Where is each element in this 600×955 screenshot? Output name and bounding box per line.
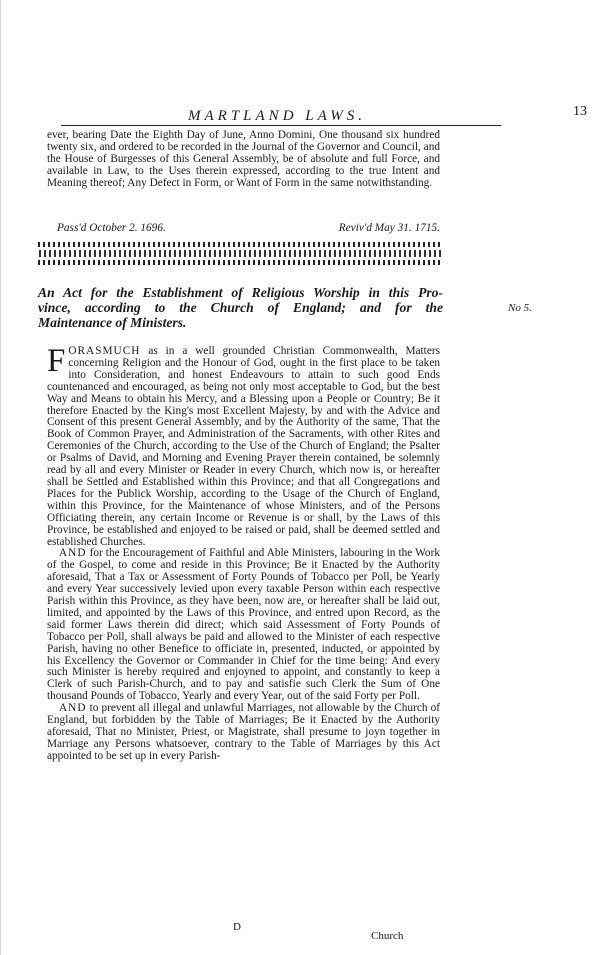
catchword: Church: [371, 930, 404, 942]
paragraph-3-text: to prevent all illegal and unlawful Marriages, not allowable by the Church of England, but forbidden by the Table of Marriages; Be it Enacted by the Authority aforesaid, That no Minister, Priest, or Magistrate, shall presume to joyn together in Marriage any Persons whatsoever, contrary to the Table of Marriages by this Act appointed to be set up in every Parish-: [47, 702, 440, 762]
ornamental-band: [38, 239, 442, 269]
paragraph-1-text: as in a well grounded Christian Commonwealth, Matters concerning Religion and the Honour of God, ought in the first place to be taken into Consideration, and honest Endeavours to attain to such good Ends countenanced and encouraged, as being not only most acceptable to God, but the best Way and Means to obtain his Mercy, and a Blessing upon a People or Country; Be it therefore Enacted by the King's most Excellent Majesty, by and with the Advice and Consent of this present General Assembly, and by the Authority of the same, That the Book of Common Prayer, and Administration of the Sacraments, with other Rites and Ceremonies of the Church, according to the Use of the Church of England; the Psalter or Psalms of David, and Morning and Evening Prayer therein contained, be solemnly read by all and every Minister or Reader in every Church, which now is, or hereafter shall be Settled and Established within this Province; and that all Congregations and Places for the Publick Worship, according to the Usage of the Church of England, within this Province, for the Maintenance of whose Ministers, and of the Persons Officiating therein, any certain Income or Revenue is or shall, by the Laws of this Province, be established and enjoyed to be raised or paid, shall be deemed settled and established Churches.: [47, 345, 440, 548]
act-title-line-3: Maintenance of Ministers.: [38, 315, 187, 330]
act-title: [38, 285, 443, 330]
continuation-paragraph: ever, bearing Date the Eighth Day of June, Anno Domini, One thousand six hundred twenty six, and ordered to be recorded in the Journal of the Governor and Council, and the House of Burgesses of this General Assembly, be of absolute and full Force, and available in Law, to the Uses therein expressed, according to the true Intent and Meaning thereof; Any Defect in Form, or Want of Form in the same notwithstanding.: [47, 129, 440, 189]
paragraph-2-text: for the Encouragement of Faithful and Able Ministers, labouring in the Work of the Gospel, to come and reside in this Province; Be it Enacted by the Authority aforesaid, That a Tax or Assessment of Forty Pounds of Tobacco per Poll, be Yearly and every Year successively levied upon every taxable Person within each respective Parish within this Province, as they have been, now are, or hereafter shall be laid out, limited, and appointed by the Laws of this Province, and entred upon Record, as the said former Laws therein did direct; which said Assessment of Forty Pounds of Tobacco per Poll, shall always be paid and allowed to the Minister of each respective Parish, having no other Benefice to officiate in, presented, inducted, or appointed by his Excellency the Governor or Commander in Chief for the time being: And every such Minister is hereby required and enjoyned to appoint, and constantly to keep a Clerk of such Parish-Church, and to pay and satisfie such Clerk the Sum of One thousand Pounds of Tobacco, Yearly and every Year, out of the said Forty per Poll.: [47, 547, 440, 703]
paragraph-1: [47, 343, 440, 548]
act-number: No 5.: [508, 302, 532, 314]
signature-mark: D: [233, 921, 241, 933]
paragraph-2: [47, 548, 440, 703]
paragraph-3: [47, 703, 440, 763]
opening-word: ORASMUCH: [68, 345, 141, 357]
passed-date: Pass'd October 2. 1696.: [57, 222, 166, 234]
drop-cap: F: [47, 343, 66, 379]
paragraph-3-opening: AND: [59, 702, 87, 715]
running-title: MARTLAND LAWS.: [188, 108, 366, 124]
revived-date: Reviv'd May 31. 1715.: [338, 222, 440, 234]
paragraph-2-opening: AND: [59, 547, 87, 560]
page-number: 13: [573, 104, 587, 119]
header-rule: [61, 125, 501, 126]
act-body: [47, 343, 440, 763]
act-title-line-1: An Act for the Establishment of Religious Worship in this Pro-: [38, 285, 443, 300]
act-title-line-2: vince, according to the Church of England; and for the: [38, 300, 443, 315]
